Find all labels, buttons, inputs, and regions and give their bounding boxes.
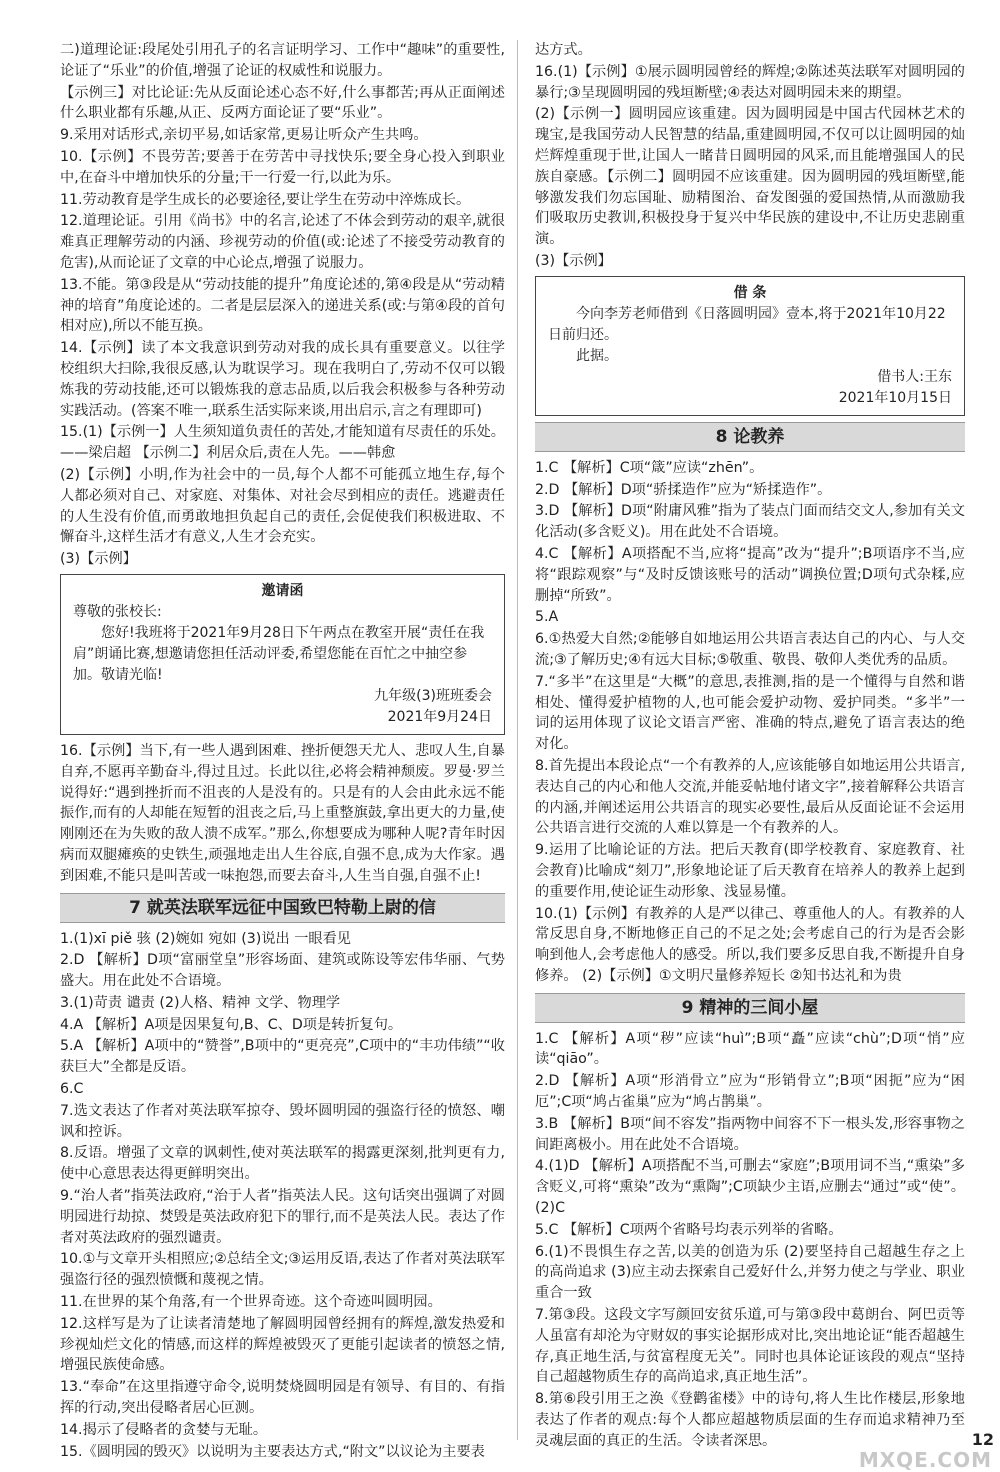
answer-paragraph: 8.首先提出本段论点“一个有教养的人,应该能够自如地运用公共语言,表达自己的内心和他人交流,并能妥帖地付诸文字”,接着解释公共语言的内涵,并阐述运用公共语言的现实必要性,最后从反面论证不会运用公共语言进行交流的人难以算是一个有教养的人。 [535,757,965,837]
invitation-date: 2021年9月24日 [387,708,492,725]
invitation-body: 您好!我班将于2021年9月28日下午两点在教室开展“责任在我肩”朗诵比赛,想邀请您担任活动评委,希望您能在百忙之中抽空参加。敬请光临! [73,624,485,683]
section-8-heading: 8 论教养 [535,422,965,452]
answer-paragraph: (3)【示例】 [535,252,612,269]
answer-paragraph: 8.反语。增强了文章的讽刺性,使对英法联军的揭露更深刻,批判更有力,使中心意思表达得更鲜明突出。 [60,1145,505,1183]
section-7-heading: 7 就英法联军远征中国致巴特勒上尉的信 [60,893,505,923]
invitation-greeting: 尊敬的张校长: [73,603,162,620]
answer-paragraph: 12.道理论证。引用《尚书》中的名言,论述了不体会到劳动的艰辛,就很难真正理解劳动的内涵、珍视劳动的价值(或:论述了不接受劳动教育的危害),从而论证了文章的中心论点,增强了说服力。 [60,213,505,271]
answers-section-9 [535,1029,965,1452]
answer-paragraph: 2.D 【解析】D项“富丽堂皇”形容场面、建筑或陈设等宏伟华丽、气势盛大。用在此处不合语境。 [60,952,505,990]
answers-section-8 [535,458,965,987]
answer-paragraph: 10.(1)【示例】有教养的人是严以律己、尊重他人的人。有教养的人常反思自身,不断地修正自己的不足之处;会考虑自己的行为是否会影响到他人,会考虑他人的感受。所以,我们要多反思自我,不断提升自身修养。 (2)【示例】①文明尺量修养短长 ②知书达礼和为贵 [535,905,965,984]
watermark: MXQE.COM [858,1448,992,1472]
invitation-title: 邀请函 [261,582,304,599]
answer-paragraph: 15.《圆明园的毁灭》以说明为主要表达方式,“附文”以议论为主要表 [60,1443,485,1460]
answer-paragraph: 7.选文表达了作者对英法联军掠夺、毁坏圆明园的强盗行径的愤怒、嘲讽和控诉。 [60,1102,505,1140]
answer-paragraph: (3)【示例】 [60,551,137,568]
answer-paragraph: 11.在世界的某个角落,有一个世界奇迹。这个奇迹叫圆明园。 [60,1294,442,1311]
answer-paragraph: 13.“奉命”在这里指遵守命令,说明焚烧圆明园是有领导、有目的、有指挥的行动,突出侵略者居心叵测。 [60,1379,505,1417]
answer-paragraph: 5.C 【解析】C项两个省略号均表示列举的省略。 [535,1221,843,1238]
answer-paragraph: 4.(1)D 【解析】A项搭配不当,可删去“家庭”;B项用词不当,“熏染”多含贬义,可将“熏染”改为“熏陶”;C项缺少主语,应删去“通过”或“使”。 (2)C [535,1158,965,1217]
answer-paragraph: 9.采用对话形式,亲切平易,如话家常,更易让听众产生共鸣。 [60,127,428,144]
left-column [60,40,505,1463]
answer-paragraph: 3.B 【解析】B项“间不容发”指两物中间容不下一根头发,形容事物之间距离极小。用在此处不合语境。 [535,1115,965,1153]
answer-16: 16.【示例】当下,有一些人遇到困难、挫折便怨天尤人、悲叹人生,自暴自弃,不愿再辛勤奋斗,得过且过。长此以往,必将会精神颓废。罗曼·罗兰说得好:“遇到挫折而不沮丧的人是没有的。只是有的人会由此永远不能振作,而有的人却能在短暂的沮丧之后,马上重整旗鼓,拿出更大的力量,使刚刚还在为失败的敌人溃不成军。”那么,你想要成为哪种人呢?青年时因病而双腿瘫痪的史铁生,顽强地走出人生谷底,自强不息,成为大作家。遇到困难,不能只是叫苦或一味抱怨,而要去奋斗,人生当自强,自强不止! [60,742,505,884]
answer-paragraph: 4.C 【解析】A项搭配不当,应将“提高”改为“提升”;B项语序不当,应将“跟踪观察”与“及时反馈该账号的活动”调换位置;D项句式杂糅,应删掉“所致”。 [535,545,965,604]
answer-paragraph: 【示例三】对比论证:先从反面论述心态不好,什么事都苦;再从正面阐述什么职业都有乐趣,从正、反两方面论证了要“乐业”。 [60,84,505,122]
answer-paragraph: 5.A [535,609,559,626]
answer-paragraph: 9.运用了比喻论证的方法。把后天教育(即学校教育、家庭教育、社会教育)比喻成“刻刀”,形象地论证了后天教育在培养人的教养上起到的重要作用,使论证生动形象、浅显易懂。 [535,842,965,900]
answer-paragraph: 达方式。 [535,42,592,58]
answer-paragraph: 3.D 【解析】D项“附庸风雅”指为了装点门面而结交文人,参加有关文化活动(多含贬义)。用在此处不合语境。 [535,503,965,541]
iou-body: 今向李芳老师借到《日落圆明园》壹本,将于2021年10月22日前归还。 [548,305,946,343]
answers-section-7 [60,929,505,1463]
answer-paragraph: 1.C 【解析】A项“秽”应读“huì”;B项“矗”应读“chù”;D项“悄”应读“qiāo”。 [535,1030,965,1068]
section-9-heading: 9 精神的三间小屋 [535,993,965,1023]
page-number: 12 [971,1430,994,1449]
answers-section-7-cont [535,40,965,272]
answer-paragraph: 11.劳动教育是学生成长的必要途径,要让学生在劳动中淬炼成长。 [60,191,471,208]
answer-paragraph: 16.(1)【示例】①展示圆明园曾经的辉煌;②陈述英法联军对圆明园的暴行;③呈现圆明园的残垣断壁;④表达对圆明园未来的期望。 [535,63,965,101]
answer-paragraph: 6.C [60,1081,84,1098]
answer-paragraph: 14.揭示了侵略者的贪婪与无耻。 [60,1421,268,1438]
answer-paragraph: 8.第⑥段引用王之涣《登鹳雀楼》中的诗句,将人生比作楼层,形象地表达了作者的观点:每个人都应超越物质层面的生存而追求精神乃至灵魂层面的真正的生活。令读者深思。 [535,1391,965,1449]
answer-paragraph: 2.D 【解析】D项“骄揉造作”应为“矫揉造作”。 [535,481,832,498]
answer-paragraph: 4.A 【解析】A项是因果复句,B、C、D项是转折复句。 [60,1016,403,1033]
answer-paragraph: 5.A 【解析】A项中的“赞誉”,B项中的“更亮亮”,C项中的“丰功伟绩”“收获巨大”全都是反语。 [60,1038,505,1076]
answer-paragraph: 12.这样写是为了让读者清楚地了解圆明园曾经拥有的辉煌,激发热爱和珍视灿烂文化的情感,而这样的辉煌被毁灭了更能引起读者的愤怒之情,增强民族使命感。 [60,1315,505,1374]
answer-paragraph: 6.(1)不畏惧生存之苦,以美的创造为乐 (2)要坚持自己超越生存之上的高尚追求 (3)应主动去探索自己爱好什么,并努力使之与学业、职业重合一致 [535,1243,965,1302]
iou-signature: 借书人:王东 [877,368,952,385]
answer-paragraph: 2.D 【解析】A项“形消骨立”应为“形销骨立”;B项“困扼”应为“困厄”;C项“鸠占雀巢”应为“鸠占鹊巢”。 [535,1073,965,1111]
answer-paragraph: 二)道理论证:段尾处引用孔子的名言证明学习、工作中“趣味”的重要性,论证了“乐业”的价值,增强了论证的权威性和说服力。 [60,42,505,79]
answer-paragraph: 3.(1)苛责 谴责 (2)人格、精神 文学、物理学 [60,994,341,1011]
iou-note-box [535,276,965,416]
answer-paragraph: 6.①热爱大自然;②能够自如地运用公共语言表达自己的内心、与人交流;③了解历史;④有远大目标;⑤敬重、敬畏、敬仰人类优秀的品质。 [535,631,965,668]
answer-paragraph: 7.“多半”在这里是“大概”的意思,表推测,指的是一个懂得与自然和谐相处、懂得爱护植物的人,也可能会爱护动物、爱护同类。“多半”一词的运用体现了议论文语言严密、准确的特点,避免了语言表达的绝对化。 [535,673,965,753]
answer-paragraph: 1.(1)xī piě 骇 (2)婉如 宛如 (3)说出 一眼看见 [60,930,351,947]
iou-closing: 此据。 [576,347,618,364]
answer-paragraph: 9.“治人者”指英法政府,“治于人者”指英法人民。这句话突出强调了对圆明园进行劫掠、焚毁是英法政府犯下的罪行,而不是英法人民。表达了作者对英法政府的强烈谴责。 [60,1188,505,1246]
iou-date: 2021年10月15日 [838,389,952,406]
iou-title: 借 条 [733,284,767,301]
answer-paragraph: 13.不能。第③段是从“劳动技能的提升”角度论述的,第④段是从“劳动精神的培育”角度论述的。二者是层层深入的递进关系(或:与第④段的首句相对应),所以不能互换。 [60,276,505,335]
answer-paragraph: 14.【示例】读了本文我意识到劳动对我的成长具有重要意义。以往学校组织大扫除,我很反感,认为耽误学习。现在我明白了,劳动不仅可以锻炼我的劳动技能,还可以锻炼我的意志品质,以后我会积极参与各种劳动实践活动。(答案不唯一,联系生活实际来谈,用出启示,言之有理即可) [60,340,505,419]
right-column [535,40,965,1453]
answers-section-6-part [60,40,505,570]
answer-paragraph: 10.①与文章开头相照应;②总结全文;③运用反语,表达了作者对英法联军强盗行径的强烈愤慨和蔑视之情。 [60,1251,505,1289]
answer-paragraph: 10.【示例】不畏劳苦;要善于在劳苦中寻找快乐;要全身心投入到职业中,在奋斗中增加快乐的分量;干一行爱一行,以此为乐。 [60,148,505,186]
answer-paragraph: (2)【示例】小明,作为社会中的一员,每个人都不可能孤立地生存,每个人都必须对自己、对家庭、对集体、对社会尽到相应的责任。逃避责任的人生没有价值,而勇敢地担负起自己的责任,会促使我们积极进取、不懈奋斗,这样生活才有意义,人生才会充实。 [60,466,505,546]
answer-paragraph: 1.C 【解析】C项“箴”应读“zhēn”。 [535,459,764,476]
answer-paragraph: (2)【示例一】圆明园应该重建。因为圆明园是中国古代园林艺术的瑰宝,是我国劳动人民智慧的结晶,重建圆明园,不仅可以让圆明园的灿烂辉煌重现于世,让国人一睹昔日圆明园的风采,而且能增强国人的民族自豪感。【示例二】圆明园不应该重建。因为圆明园的残垣断壁,能够激发我们勿忘国耻、励精图治、奋发图强的爱国热情,从而激励我们吸取历史教训,积极投身于复兴中华民族的建设中,不让历史悲剧重演。 [535,106,965,248]
invitation-signature: 九年级(3)班班委会 [374,687,492,704]
invitation-letter-box [60,574,505,735]
column-divider [517,40,518,1440]
answer-paragraph: 7.第③段。这段文字写颜回安贫乐道,可与第③段中葛朗台、阿巴贡等人虽富有却沦为守财奴的事实论据形成对比,突出地论证“能否超越生存,真正地生活,与贫富程度无关”。同时也具体论证该段的观点“坚持自己超越物质生存的高尚追求,真正地生活”。 [535,1307,965,1386]
answer-paragraph: 15.(1)【示例一】人生须知道负责任的苦处,才能知道有尽责任的乐处。——梁启超 【示例二】利居众后,责在人先。——韩愈 [60,424,505,462]
